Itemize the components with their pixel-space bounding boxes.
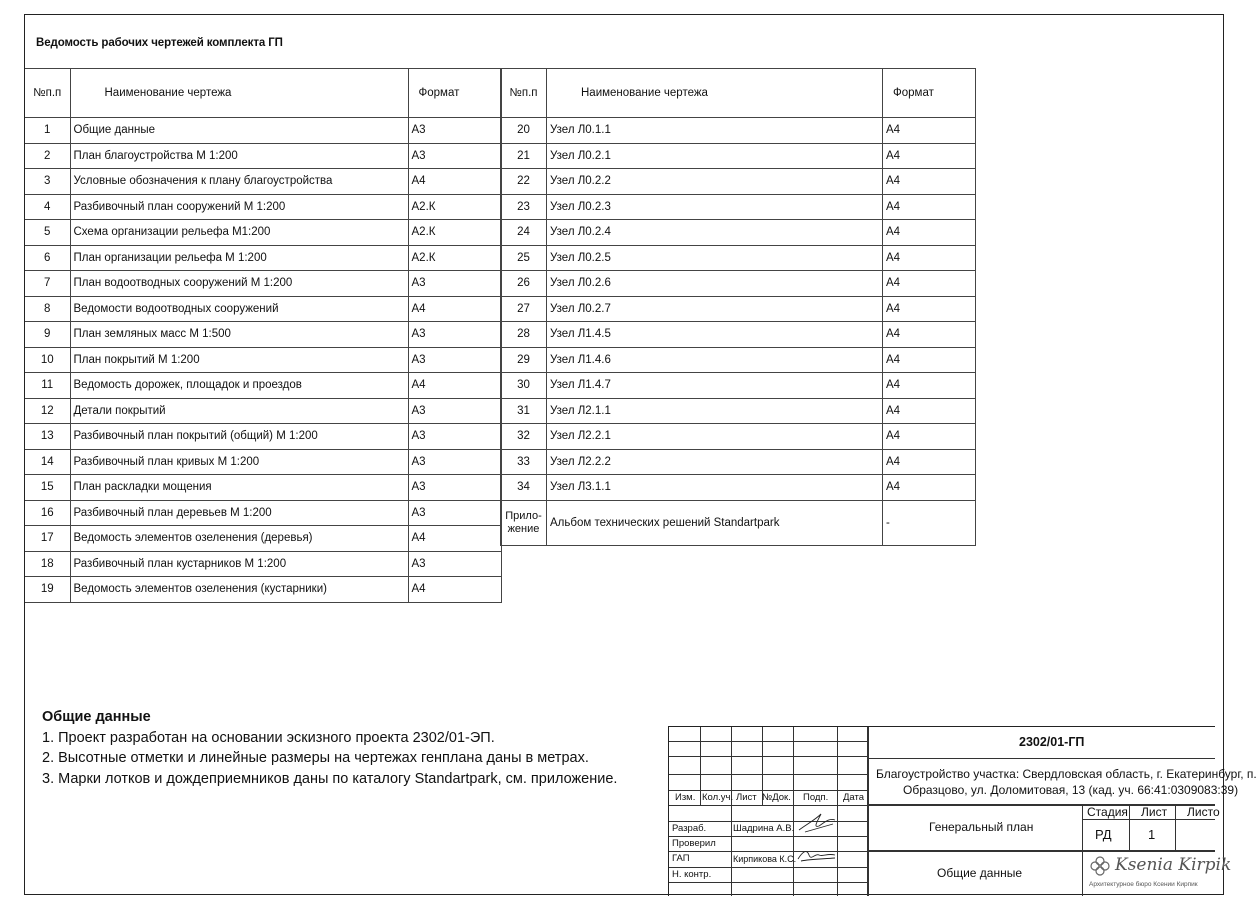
row-name: План благоустройства М 1:200 bbox=[70, 143, 408, 169]
table-row bbox=[501, 194, 976, 220]
appendix-row bbox=[501, 500, 976, 545]
row-number: 5 bbox=[25, 220, 70, 246]
row-format: А3 bbox=[408, 118, 501, 144]
row-name: Узел Л1.4.7 bbox=[547, 373, 883, 399]
row-name: Узел Л2.1.1 bbox=[547, 398, 883, 424]
row-number: 10 bbox=[25, 347, 70, 373]
row-format: А4 bbox=[883, 296, 976, 322]
row-number: 8 bbox=[25, 296, 70, 322]
row-number: 33 bbox=[501, 449, 547, 475]
address-line-2: Образцово, ул. Доломитовая, 13 (кад. уч. 66:41:0309083:39) bbox=[903, 783, 1239, 797]
table-row bbox=[25, 424, 501, 450]
signature-razrab bbox=[795, 810, 839, 836]
row-name: Узел Л2.2.1 bbox=[547, 424, 883, 450]
row-format: А3 bbox=[408, 143, 501, 169]
person-razrab: Шадрина А.В. bbox=[733, 823, 795, 834]
row-name: Узел Л0.2.2 bbox=[547, 169, 883, 195]
col-izm: Изм. bbox=[675, 792, 696, 803]
row-number: 20 bbox=[501, 118, 547, 144]
row-name: Узел Л0.2.1 bbox=[547, 143, 883, 169]
project-code: 2302/01-ГП bbox=[1019, 735, 1085, 749]
row-number: 22 bbox=[501, 169, 547, 195]
table-row bbox=[501, 373, 976, 399]
stage-label: Стадия bbox=[1087, 805, 1128, 819]
table-row bbox=[25, 577, 501, 603]
table-row bbox=[501, 245, 976, 271]
header-name: Наименование чертежа bbox=[547, 69, 883, 118]
notes-heading: Общие данные bbox=[42, 709, 151, 725]
row-format: А4 bbox=[883, 398, 976, 424]
table-row bbox=[25, 551, 501, 577]
table-row bbox=[501, 296, 976, 322]
row-format: А4 bbox=[883, 373, 976, 399]
row-format: А2.К bbox=[408, 220, 501, 246]
row-format: А4 bbox=[883, 271, 976, 297]
row-name: Детали покрытий bbox=[70, 398, 408, 424]
header-format: Формат bbox=[408, 69, 501, 118]
row-name: Узел Л0.2.4 bbox=[547, 220, 883, 246]
row-name: Общие данные bbox=[70, 118, 408, 144]
table-row bbox=[501, 322, 976, 348]
table-row bbox=[25, 271, 501, 297]
col-kol: Кол.уч. bbox=[702, 792, 734, 803]
row-name: Разбивочный план кривых М 1:200 bbox=[70, 449, 408, 475]
row-number: 17 bbox=[25, 526, 70, 552]
row-number: 7 bbox=[25, 271, 70, 297]
row-number: 18 bbox=[25, 551, 70, 577]
table-row bbox=[25, 322, 501, 348]
register-table-right bbox=[500, 68, 976, 546]
appendix-label bbox=[501, 500, 547, 545]
row-format: А4 bbox=[883, 169, 976, 195]
row-format: А2.К bbox=[408, 245, 501, 271]
row-number: 11 bbox=[25, 373, 70, 399]
row-number: 4 bbox=[25, 194, 70, 220]
row-name: Разбивочный план сооружений М 1:200 bbox=[70, 194, 408, 220]
row-name: Узел Л0.2.7 bbox=[547, 296, 883, 322]
row-number: 9 bbox=[25, 322, 70, 348]
row-number: 1 bbox=[25, 118, 70, 144]
table-row bbox=[501, 347, 976, 373]
row-format: А3 bbox=[408, 500, 501, 526]
table-header bbox=[501, 69, 976, 118]
appendix-name: Альбом технических решений Standartpark bbox=[547, 500, 883, 545]
row-number: 6 bbox=[25, 245, 70, 271]
row-number: 15 bbox=[25, 475, 70, 501]
row-format: А2.К bbox=[408, 194, 501, 220]
col-data: Дата bbox=[843, 792, 865, 803]
row-format: А3 bbox=[408, 398, 501, 424]
row-format: А3 bbox=[408, 322, 501, 348]
row-name: Узел Л0.2.6 bbox=[547, 271, 883, 297]
row-name: Ведомости водоотводных сооружений bbox=[70, 296, 408, 322]
row-number: 13 bbox=[25, 424, 70, 450]
table-row bbox=[25, 194, 501, 220]
row-name: План покрытий М 1:200 bbox=[70, 347, 408, 373]
row-number: 32 bbox=[501, 424, 547, 450]
table-row bbox=[25, 143, 501, 169]
row-format: А3 bbox=[408, 347, 501, 373]
row-number: 30 bbox=[501, 373, 547, 399]
table-row bbox=[501, 169, 976, 195]
row-name: Узел Л1.4.6 bbox=[547, 347, 883, 373]
row-name: Узел Л0.1.1 bbox=[547, 118, 883, 144]
row-name: Разбивочный план кустарников М 1:200 bbox=[70, 551, 408, 577]
person-gap: Кирпикова К.С. bbox=[733, 854, 797, 864]
row-name: Схема организации рельефа М1:200 bbox=[70, 220, 408, 246]
row-number: 2 bbox=[25, 143, 70, 169]
sheet-value: 1 bbox=[1148, 827, 1156, 842]
row-format: А3 bbox=[408, 424, 501, 450]
title-block bbox=[668, 726, 1257, 896]
table-row bbox=[25, 296, 501, 322]
row-name: План земляных масс М 1:500 bbox=[70, 322, 408, 348]
table-row bbox=[25, 245, 501, 271]
role-razrab: Разраб. bbox=[672, 823, 707, 834]
row-number: 14 bbox=[25, 449, 70, 475]
role-proveril: Проверил bbox=[672, 838, 716, 849]
note-item: 2. Высотные отметки и линейные размеры на чертежах генплана даны в метрах. bbox=[42, 750, 589, 766]
header-name: Наименование чертежа bbox=[70, 69, 408, 118]
table-row bbox=[25, 169, 501, 195]
row-format: А4 bbox=[883, 475, 976, 501]
appendix-label-line: жение bbox=[507, 522, 540, 535]
sheets-label: Листо bbox=[1187, 805, 1220, 819]
role-gap: ГАП bbox=[672, 853, 690, 864]
logo-subtitle: Архитектурное бюро Ксении Кирпик bbox=[1089, 881, 1198, 888]
sheet-name: Общие данные bbox=[937, 866, 1023, 880]
flower-logo-icon bbox=[1089, 855, 1111, 877]
table-header bbox=[25, 69, 501, 118]
row-number: 21 bbox=[501, 143, 547, 169]
row-format: А4 bbox=[883, 220, 976, 246]
row-number: 16 bbox=[25, 500, 70, 526]
row-name: План водоотводных сооружений М 1:200 bbox=[70, 271, 408, 297]
register-table-left bbox=[25, 68, 502, 603]
row-name: Условные обозначения к плану благоустройства bbox=[70, 169, 408, 195]
row-name: Узел Л0.2.3 bbox=[547, 194, 883, 220]
logo-name: Ksenia Kirpik bbox=[1115, 855, 1232, 875]
row-name: Ведомость элементов озеленения (кустарники) bbox=[70, 577, 408, 603]
table-row bbox=[25, 526, 501, 552]
row-number: 25 bbox=[501, 245, 547, 271]
stage-value: РД bbox=[1095, 827, 1112, 842]
row-number: 19 bbox=[25, 577, 70, 603]
table-row bbox=[501, 143, 976, 169]
row-number: 29 bbox=[501, 347, 547, 373]
row-number: 3 bbox=[25, 169, 70, 195]
row-name: Узел Л0.2.5 bbox=[547, 245, 883, 271]
drawing-name: Генеральный план bbox=[929, 820, 1034, 834]
row-format: А4 bbox=[883, 449, 976, 475]
col-list: Лист bbox=[736, 792, 757, 803]
row-format: А4 bbox=[883, 143, 976, 169]
header-num: №п.п bbox=[25, 69, 70, 118]
note-item: 1. Проект разработан на основании эскизного проекта 2302/01-ЭП. bbox=[42, 729, 495, 746]
note-item: 3. Марки лотков и дождеприемников даны по каталогу Standartpark, см. приложение. bbox=[42, 770, 618, 787]
appendix-label-line: Прило- bbox=[505, 509, 542, 522]
appendix-format: - bbox=[883, 500, 976, 545]
address-line-1: Благоустройство участка: Свердловская область, г. Екатеринбург, п. bbox=[876, 767, 1257, 781]
row-format: А4 bbox=[883, 194, 976, 220]
row-name: Разбивочный план деревьев М 1:200 bbox=[70, 500, 408, 526]
row-format: А3 bbox=[408, 551, 501, 577]
sheet-title: Ведомость рабочих чертежей комплекта ГП bbox=[36, 37, 283, 49]
table-row bbox=[501, 271, 976, 297]
general-notes bbox=[42, 707, 617, 789]
row-name: План раскладки мощения bbox=[70, 475, 408, 501]
row-format: А3 bbox=[408, 449, 501, 475]
signature-gap bbox=[795, 847, 839, 865]
row-number: 27 bbox=[501, 296, 547, 322]
header-format: Формат bbox=[883, 69, 976, 118]
row-name: Узел Л1.4.5 bbox=[547, 322, 883, 348]
row-number: 34 bbox=[501, 475, 547, 501]
row-format: А4 bbox=[883, 118, 976, 144]
table-row bbox=[25, 347, 501, 373]
table-row bbox=[501, 475, 976, 501]
col-ndok: №Док. bbox=[762, 792, 791, 803]
table-row bbox=[25, 475, 501, 501]
row-name: Разбивочный план покрытий (общий) М 1:200 bbox=[70, 424, 408, 450]
table-row bbox=[501, 449, 976, 475]
role-nkontr: Н. контр. bbox=[672, 869, 712, 880]
row-format: А4 bbox=[408, 169, 501, 195]
row-name: Ведомость элементов озеленения (деревья) bbox=[70, 526, 408, 552]
table-row bbox=[501, 118, 976, 144]
row-format: А4 bbox=[883, 322, 976, 348]
row-name: Ведомость дорожек, площадок и проездов bbox=[70, 373, 408, 399]
row-format: А4 bbox=[408, 296, 501, 322]
row-number: 12 bbox=[25, 398, 70, 424]
row-format: А4 bbox=[408, 373, 501, 399]
row-name: Узел Л2.2.2 bbox=[547, 449, 883, 475]
row-number: 31 bbox=[501, 398, 547, 424]
table-row bbox=[25, 449, 501, 475]
row-format: А4 bbox=[408, 526, 501, 552]
row-format: А4 bbox=[883, 347, 976, 373]
row-format: А4 bbox=[883, 245, 976, 271]
table-row bbox=[25, 373, 501, 399]
row-format: А3 bbox=[408, 271, 501, 297]
row-number: 24 bbox=[501, 220, 547, 246]
table-row bbox=[501, 424, 976, 450]
row-name: Узел Л3.1.1 bbox=[547, 475, 883, 501]
table-row bbox=[25, 118, 501, 144]
row-number: 23 bbox=[501, 194, 547, 220]
sheet-label: Лист bbox=[1141, 805, 1168, 819]
row-format: А4 bbox=[408, 577, 501, 603]
row-format: А3 bbox=[408, 475, 501, 501]
table-row bbox=[501, 398, 976, 424]
row-number: 26 bbox=[501, 271, 547, 297]
col-podp: Подп. bbox=[803, 792, 829, 803]
row-name: План организации рельефа М 1:200 bbox=[70, 245, 408, 271]
table-row bbox=[25, 398, 501, 424]
row-number: 28 bbox=[501, 322, 547, 348]
table-row bbox=[25, 220, 501, 246]
table-row bbox=[501, 220, 976, 246]
header-num: №п.п bbox=[501, 69, 547, 118]
row-format: А4 bbox=[883, 424, 976, 450]
table-row bbox=[25, 500, 501, 526]
